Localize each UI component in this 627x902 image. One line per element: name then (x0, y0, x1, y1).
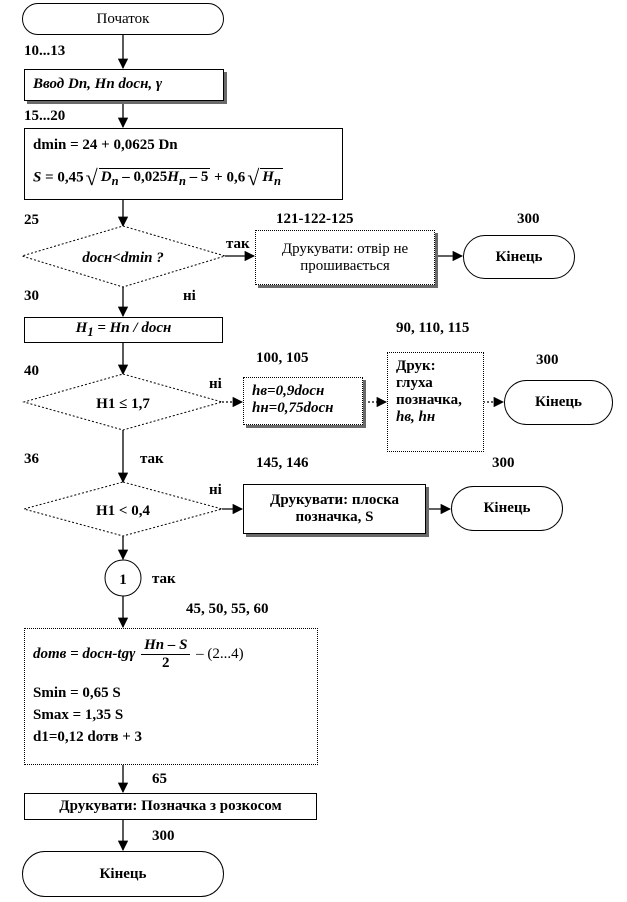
dotv-formula (33, 637, 244, 672)
no-label-2: ні (209, 376, 222, 392)
dotv-fraction (141, 637, 190, 672)
start-label: Початок (96, 10, 150, 27)
dotv-numerator: Hп – S (141, 637, 190, 655)
dotv-suffix: – (2...4) (196, 645, 244, 662)
ref-15-20: 15...20 (24, 108, 66, 124)
print-final-text: Друкувати: Позначка з розкосом (59, 798, 282, 814)
d1-formula: d1=0,12 dотв + 3 (33, 729, 143, 745)
blind-line1: Друк: (396, 358, 436, 374)
ref-300-b: 300 (536, 352, 559, 368)
no-label-1: ні (183, 288, 196, 304)
input-text: Ввод Dn, Hn dосн, γ (33, 76, 163, 92)
calc-box-dmin-s (24, 128, 343, 200)
blind-line3: позначка, (396, 392, 462, 408)
ref-25: 25 (24, 212, 39, 228)
print3-line1: Друкувати: плоска (270, 492, 399, 508)
yes-label-2: так (140, 451, 164, 467)
ref-65: 65 (152, 771, 167, 787)
end-label-3: Кінець (483, 500, 531, 516)
end-terminal-4 (22, 851, 224, 897)
ref-40: 40 (24, 363, 39, 379)
s-formula: S = 0,45√ $D_п - 0,025H_п - 5 + 0,6√$ $H_п$ (33, 165, 281, 190)
ref-100-105: 100, 105 (256, 350, 309, 366)
dotv-denominator: 2 (161, 655, 170, 671)
yes-label-1: так (226, 236, 250, 252)
hn-formula: hн=0,75dосн (252, 400, 334, 416)
dotv-prefix: dотв = dосн-tgγ (33, 645, 136, 662)
blind-line4: hв, hн (396, 409, 436, 425)
end-label-2: Кінець (535, 394, 582, 410)
yes-label-3: так (152, 571, 176, 587)
end-terminal-1 (463, 235, 575, 279)
ref-300-c: 300 (492, 455, 515, 471)
end-label-4: Кінець (99, 865, 147, 882)
ref-45-50-55-60: 45, 50, 55, 60 (186, 601, 269, 617)
ref-30: 30 (24, 288, 39, 304)
input-box (24, 69, 224, 101)
h1-calc-box (24, 317, 223, 343)
print-final-box (24, 793, 317, 820)
calc-box-dotv (24, 628, 318, 765)
blind-mark-box (387, 352, 484, 452)
dmin-formula: dmin = 24 + 0,0625 Dn (33, 137, 178, 153)
ref-145-146: 145, 146 (256, 455, 309, 471)
smin-formula: Smin = 0,65 S (33, 685, 121, 701)
h1-formula: $H_1 = Hn$ / dосн (75, 320, 172, 339)
ref-10-13: 10...13 (24, 43, 66, 59)
print1-line1: Друкувати: отвір не (281, 240, 409, 257)
cond-h1-17-text: H1 ≤ 1,7 (96, 396, 150, 412)
no-label-3: ні (209, 482, 222, 498)
ref-300-d: 300 (152, 828, 175, 844)
cond-dmin-text: dосн<dmin ? (82, 250, 164, 266)
blind-line2: глуха (396, 375, 433, 391)
print1-line2: прошивається (300, 257, 390, 274)
connector-label: 1 (119, 572, 127, 588)
ref-90-110-115: 90, 110, 115 (396, 320, 470, 336)
end-label-1: Кінець (495, 248, 543, 265)
smax-formula: Smax = 1,35 S (33, 707, 124, 723)
ref-300-a: 300 (517, 211, 540, 227)
hb-hn-box (243, 377, 363, 425)
hb-formula: hв=0,9dосн (252, 383, 325, 399)
cond-h1-04-text: H1 < 0,4 (96, 503, 150, 519)
print-flat-mark-box (243, 484, 426, 534)
end-terminal-3 (451, 486, 563, 531)
ref-36: 36 (24, 451, 39, 467)
ref-121-122-125: 121-122-125 (276, 211, 354, 227)
start-terminal (22, 3, 224, 35)
print-not-pierced-box (255, 230, 435, 285)
print3-line2: позначка, S (295, 509, 374, 525)
end-terminal-2 (504, 380, 613, 425)
